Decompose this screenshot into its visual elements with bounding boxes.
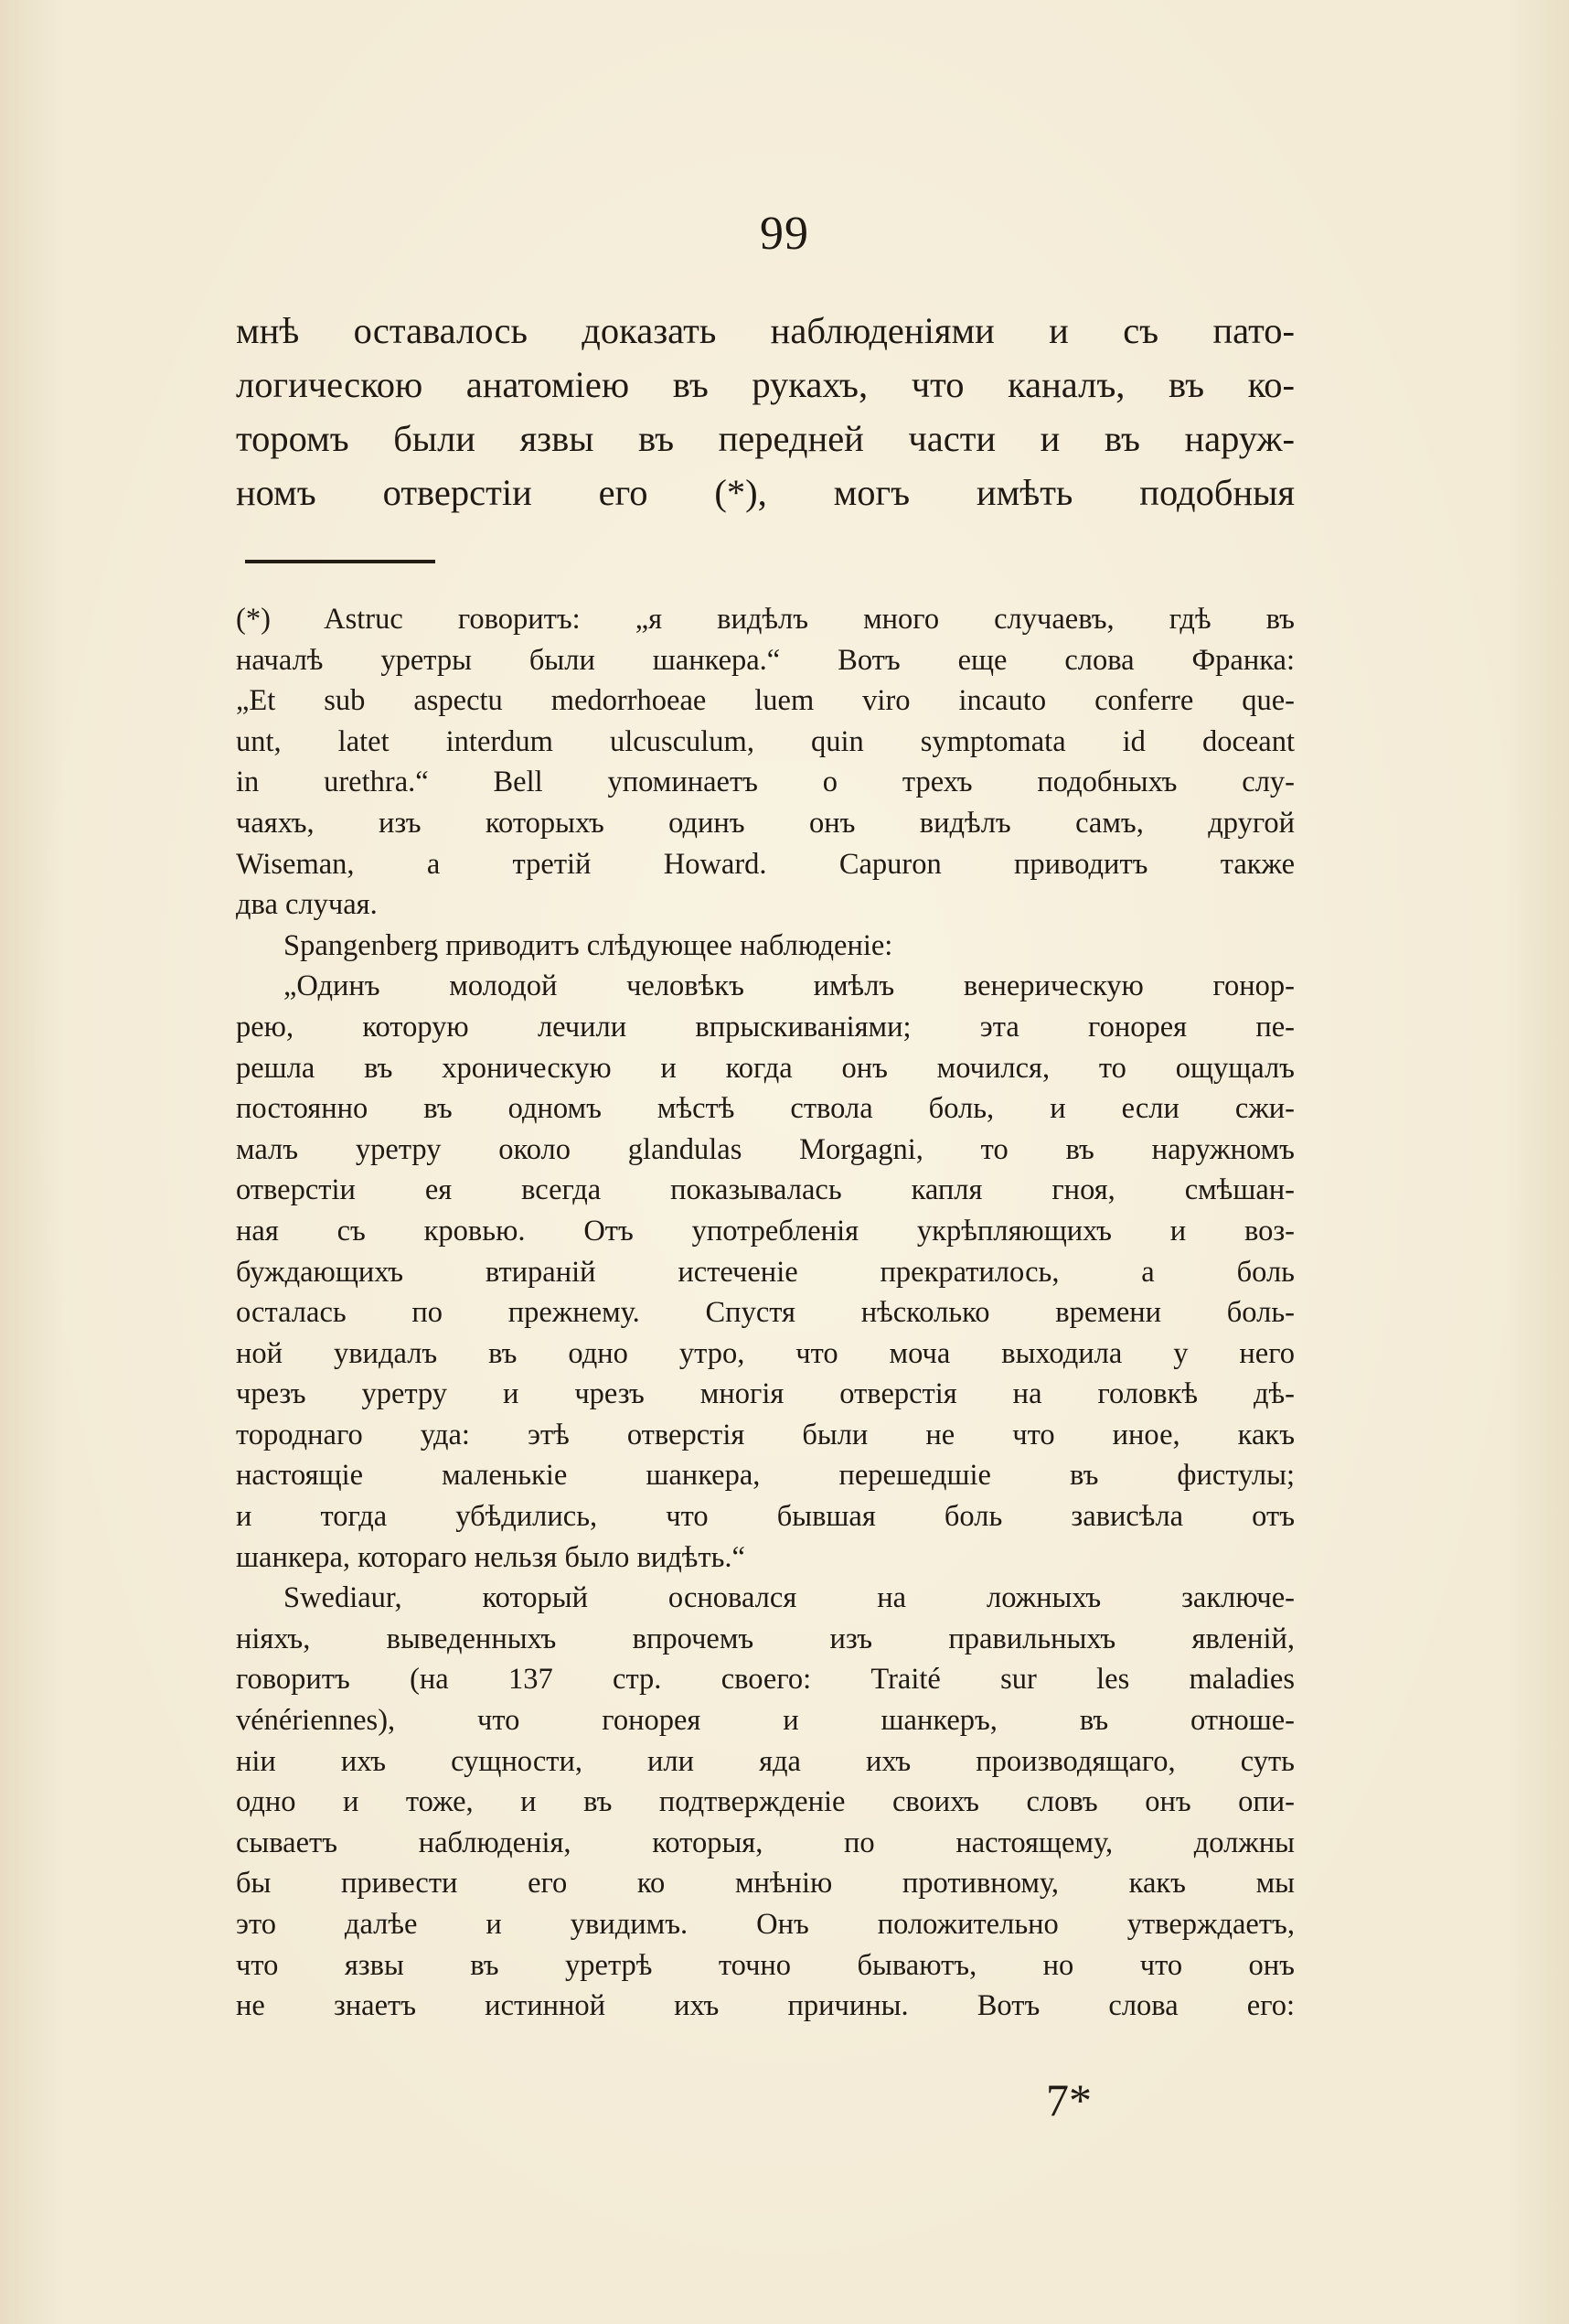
footnote-line: буждающихъ втираній истеченіе прекратилось, а боль	[236, 1255, 1295, 1289]
footnote-line: „Et sub aspectu medorrhoeae luem viro incauto conferre que-	[236, 684, 1295, 718]
footnote-line: осталась по прежнему. Спустя нѣсколько времени боль-	[236, 1296, 1295, 1330]
footnote-line: Spangenberg приводитъ слѣдующее наблюденіе:	[283, 928, 893, 962]
footnote-line: ной увидалъ въ одно утро, что моча выходила у него	[236, 1336, 1295, 1370]
footnote-line: ная съ кровью. Отъ употребленія укрѣпляющихъ и воз-	[236, 1214, 1295, 1248]
footnote-line: сываетъ наблюденія, которыя, по настоящему, должны	[236, 1826, 1295, 1859]
footnote-line: чаяхъ, изъ которыхъ одинъ онъ видѣлъ самъ, другой	[236, 806, 1295, 840]
body-line: мнѣ оставалось доказать наблюденіями и съ пато-	[236, 310, 1295, 351]
footnote-line: чрезъ уретру и чрезъ многія отверстія на головкѣ дѣ-	[236, 1377, 1295, 1411]
footnote-line: (*) Astruc говоритъ: „я видѣлъ много случаевъ, гдѣ въ	[236, 603, 1295, 636]
footnote-line: тороднаго уда: этѣ отверстія были не что иное, какъ	[236, 1418, 1295, 1451]
body-line: логическою анатоміею въ рукахъ, что каналъ, въ ко-	[236, 364, 1295, 405]
footnote	[236, 599, 1295, 2027]
main-text	[236, 304, 1295, 519]
page-number: 99	[760, 208, 809, 260]
footnote-line: настоящіе маленькіе шанкера, перешедшіе въ фистулы;	[236, 1459, 1295, 1493]
footnote-line: рею, которую лечили впрыскиваніями; эта гонорея пе-	[236, 1010, 1295, 1044]
footnote-line: ніяхъ, выведенныхъ впрочемъ изъ правильныхъ явленій,	[236, 1622, 1295, 1655]
footnote-line: „Одинъ молодой человѣкъ имѣлъ венерическую гонор-	[283, 969, 1295, 1003]
footnote-line: ніи ихъ сущности, или яда ихъ производящаго, суть	[236, 1744, 1295, 1778]
footnote-line: говоритъ (на 137 стр. своего: Traité sur les maladies	[236, 1663, 1295, 1697]
footnote-line: что язвы въ уретрѣ точно бываютъ, но что онъ	[236, 1948, 1295, 1982]
footnote-line: одно и тоже, и въ подтвержденіе своихъ словъ онъ опи-	[236, 1785, 1295, 1819]
footnote-line: шанкера, котораго нельзя было видѣть.“	[236, 1540, 745, 1574]
footnote-line: бы привести его ко мнѣнію противному, какъ мы	[236, 1867, 1295, 1901]
footnote-line: два случая.	[236, 888, 378, 922]
footnote-line: unt, latet interdum ulcusculum, quin symptomata id doceant	[236, 724, 1295, 758]
footnote-line: in urethra.“ Bell упоминаетъ о трехъ подобныхъ слу-	[236, 766, 1295, 799]
body-line: торомъ были язвы въ передней части и въ наруж-	[236, 418, 1295, 459]
footnote-divider	[245, 560, 435, 563]
signature-mark: 7*	[1046, 2074, 1092, 2126]
footnote-line: постоянно въ одномъ мѣстѣ ствола боль, и если сжи-	[236, 1092, 1295, 1126]
footnote-line: малъ уретру около glandulas Morgagni, то въ наружномъ	[236, 1132, 1295, 1166]
footnote-line: не знаетъ истинной ихъ причины. Вотъ слова его:	[236, 1989, 1295, 2023]
body-line: номъ отверстіи его (*), могъ имѣть подобныя	[236, 472, 1295, 513]
footnote-line: это далѣе и увидимъ. Онъ положительно утверждаетъ,	[236, 1908, 1295, 1941]
footnote-line: Swediaur, который основался на ложныхъ заключе-	[283, 1581, 1295, 1615]
footnote-line: отверстіи ея всегда показывалась капля гноя, смѣшан-	[236, 1173, 1295, 1207]
footnote-line: vénériennes), что гонорея и шанкеръ, въ отноше-	[236, 1704, 1295, 1738]
footnote-line: и тогда убѣдились, что бывшая боль зависѣла отъ	[236, 1500, 1295, 1534]
footnote-line: решла въ хроническую и когда онъ мочился, то ощущалъ	[236, 1051, 1295, 1085]
footnote-line: началѣ уретры были шанкера.“ Вотъ еще слова Франка:	[236, 643, 1295, 677]
footnote-line: Wiseman, а третій Howard. Capuron приводитъ также	[236, 847, 1295, 881]
